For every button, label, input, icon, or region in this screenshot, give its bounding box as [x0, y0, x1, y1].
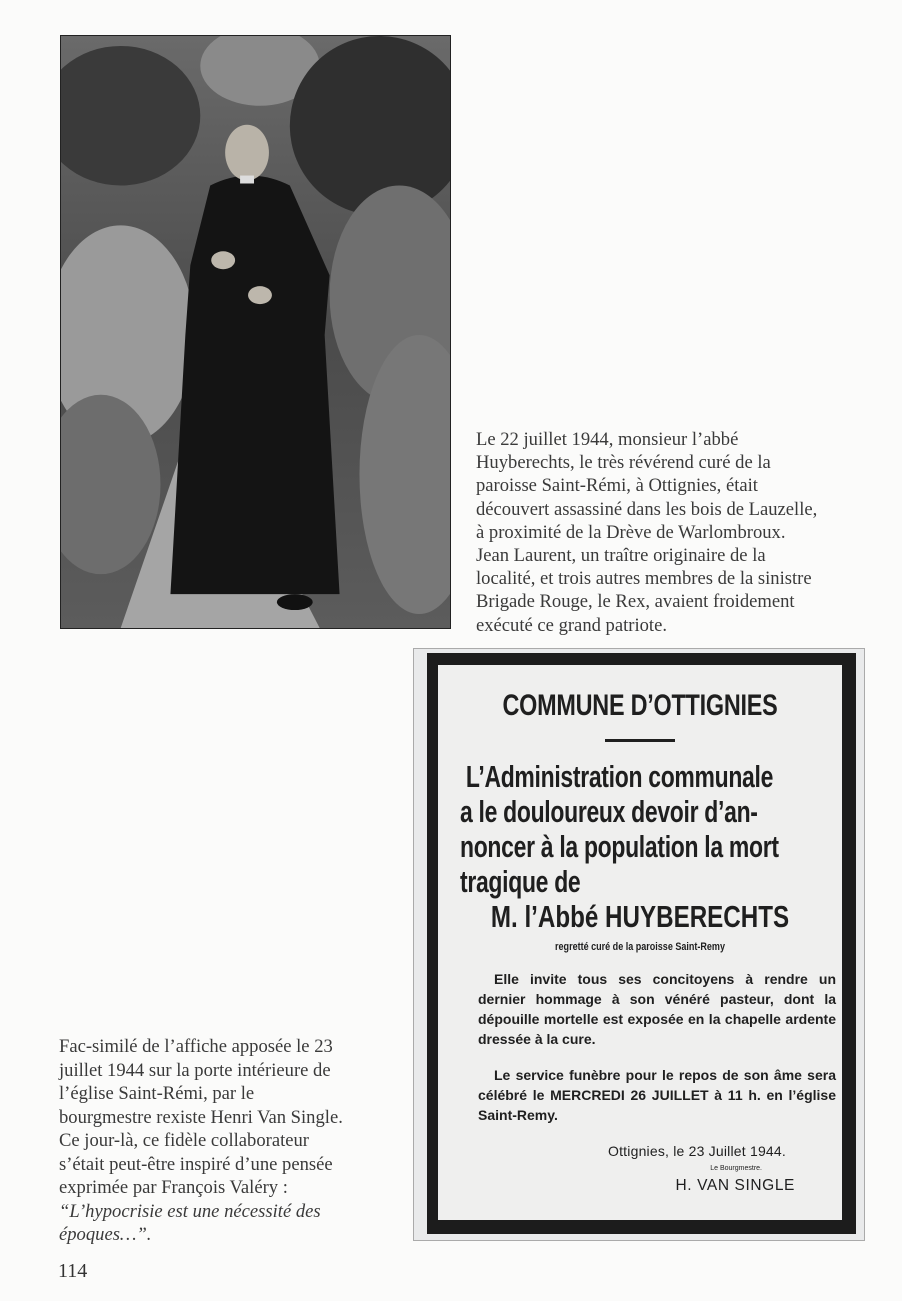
poster-subtitle: regretté curé de la paroisse Saint-Remy: [555, 941, 725, 953]
caption-line: s’était peut-être inspiré d’une pensée: [59, 1153, 333, 1175]
poster-paragraph-2: Le service funèbre pour le repos de son âme sera célébré le MERCREDI 26 JUILLET à 11 h. en l’église Saint-Remy.: [478, 1067, 836, 1123]
caption-line: bourgmestre rexiste Henri Van Single.: [59, 1106, 343, 1128]
poster-lead-line: tragique de: [460, 864, 581, 899]
caption-line: localité, et trois autres membres de la sinistre: [476, 568, 812, 590]
poster-divider: [605, 739, 675, 742]
poster-title: COMMUNE D’OTTIGNIES: [502, 689, 778, 722]
poster-signer-role: Le Bourgmestre.: [710, 1165, 762, 1172]
poster-lead-line: a le douloureux devoir d’an-: [460, 794, 758, 829]
poster-lead-line: L’Administration communale: [465, 759, 774, 794]
poster-lead: [460, 759, 800, 899]
caption-top: [476, 428, 896, 637]
caption-line: exprimée par François Valéry :: [59, 1177, 288, 1198]
priest-photograph: [60, 35, 451, 629]
caption-quote-line: époques…”.: [59, 1224, 152, 1245]
caption-line: Brigade Rouge, le Rex, avaient froidement: [476, 591, 795, 613]
caption-line: juillet 1944 sur la porte intérieure de: [59, 1059, 331, 1081]
caption-line: découvert assassiné dans les bois de Lauzelle,: [476, 498, 818, 520]
poster-lead-line: noncer à la population la mort: [460, 829, 779, 864]
caption-line: Fac-similé de l’affiche apposée le 23: [59, 1036, 333, 1057]
poster-facsimile: [413, 648, 865, 1241]
poster-black-border: [427, 653, 856, 1234]
caption-bottom: [59, 1035, 404, 1247]
caption-line: paroisse Saint-Rémi, à Ottignies, était: [476, 475, 758, 497]
caption-line: Ce jour-là, ce fidèle collaborateur: [59, 1130, 309, 1151]
poster-deceased-name: M. l’Abbé HUYBERECHTS: [490, 899, 790, 934]
caption-line: à proximité de la Drève de Warlombroux.: [476, 521, 786, 543]
photo-image: [61, 36, 450, 628]
poster-paragraph-1: Elle invite tous ses concitoyens à rendre un dernier hommage à son vénéré pasteur, dont la dépouille mortelle est exposée en la chapelle ardente dressée à la cure.: [478, 971, 836, 1047]
caption-line: exécuté ce grand patriote.: [476, 614, 667, 636]
caption-line: Jean Laurent, un traître originaire de la: [476, 545, 766, 567]
caption-line: Le 22 juillet 1944, monsieur l’abbé: [476, 429, 739, 450]
caption-quote-line: “L’hypocrisie est une nécessité des: [59, 1200, 321, 1222]
caption-line: Huyberechts, le très révérend curé de la: [476, 452, 771, 474]
poster-date-line: Ottignies, le 23 Juillet 1944.: [608, 1143, 786, 1159]
caption-line: l’église Saint-Rémi, par le: [59, 1083, 255, 1104]
poster-signer-name: H. VAN SINGLE: [675, 1177, 795, 1194]
page-number: 114: [58, 1260, 88, 1282]
